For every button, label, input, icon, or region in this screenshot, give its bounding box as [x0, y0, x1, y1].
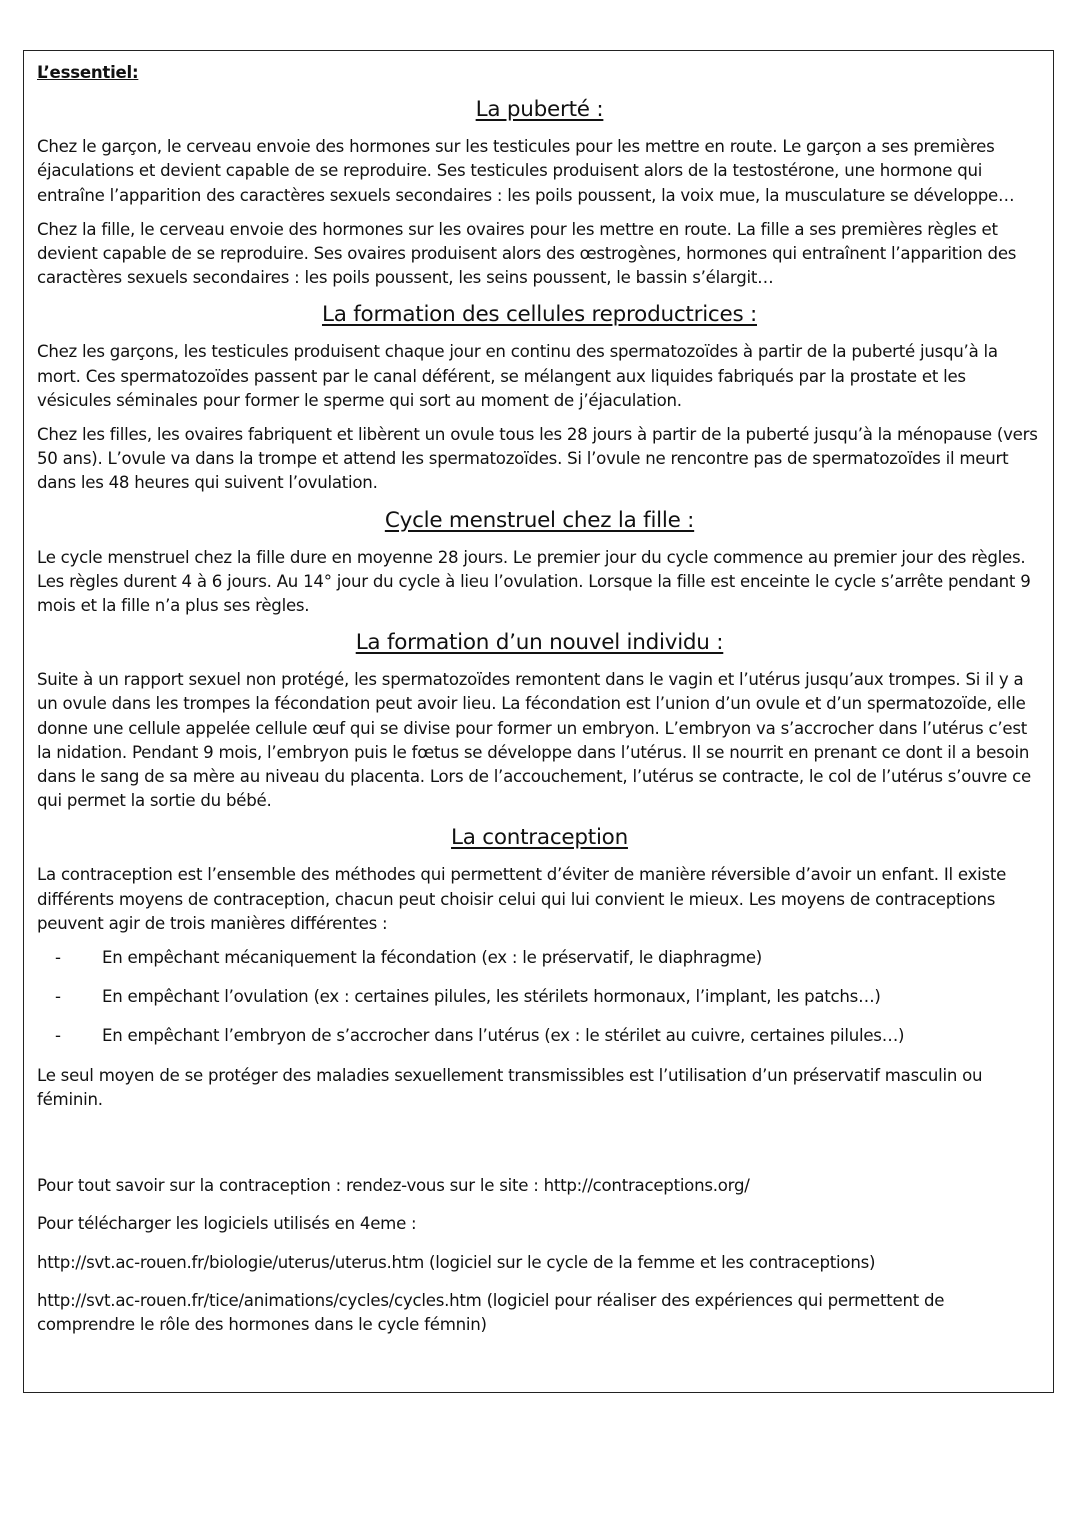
paragraph-cellules-garcons: Chez les garçons, les testicules produisent chaque jour en continu des spermatozoïdes à partir de la puberté jusqu’à la mort. Ces spermatozoïdes passent par le canal déférent, se mélangent aux liquides fabriqués par la prostate et les vésicules séminales pour former le sperme qui sort au moment de j’éjaculation. [37, 342, 998, 410]
spacer [37, 1122, 1042, 1174]
bullet-dash: - [55, 948, 61, 968]
list-item [37, 985, 1042, 1009]
cycles-software-link[interactable]: http://svt.ac-rouen.fr/tice/animations/cycles/cycles.htm (logiciel pour réaliser des expériences qui permettent de comprendre le rôle des hormones dans le cycle fémnin) [37, 1290, 945, 1334]
heading-puberte: La puberté : [475, 97, 604, 123]
paragraph-nouvel-individu: Suite à un rapport sexuel non protégé, les spermatozoïdes remontent dans le vagin et l’utérus jusqu’aux trompes. Si il y a un ovule dans les trompes la fécondation peut avoir lieu. La fécondation est l’union d’un ovule et d’un spermatozoïde, elle donne une cellule appelée cellule œuf qui se divise pour former un embryon. L’embryon va s’accrocher dans l’utérus c’est la nidation. Pendant 9 mois, l’embryon puis le fœtus se développe dans l’utérus. Il se nourrit en prenant ce dont il a besoin dans le sang de sa mère au niveau du placenta. Lors de l’accouchement, l’utérus se contracte, le col de l’utérus s’ouvre ce qui permet la sortie du bébé. [37, 670, 1031, 811]
paragraph-contraception-intro: La contraception est l’ensemble des méthodes qui permettent d’éviter de manière réversible d’avoir un enfant. Il existe différents moyens de contraception, chacun peut choisir celui qui lui convient le mieux. Les moyens de contraceptions peuvent agir de trois manières différentes : [37, 865, 1007, 933]
software-intro-line: Pour télécharger les logiciels utilisés en 4eme : [37, 1214, 417, 1234]
paragraph-cycle-menstruel: Le cycle menstruel chez la fille dure en moyenne 28 jours. Le premier jour du cycle commence au premier jour des règles. Les règles durent 4 à 6 jours. Au 14° jour du cycle à lieu l’ovulation. Lorsque la fille est enceinte le cycle s’arrête pendant 9 mois et la fille n’a plus ses règles. [37, 547, 1031, 616]
paragraph-puberte-garcon: Chez le garçon, le cerveau envoie des hormones sur les testicules pour les mettre en route. Le garçon a ses premières éjaculations et devient capable de se reproduire. Ses testicules produisent alors de la testostérone, une hormone qui entraîne l’apparition des caractères sexuels secondaires : les poils poussent, la voix mue, la musculature se développe… [37, 137, 1015, 205]
heading-cellules-reproductrices: La formation des cellules reproductrices : [321, 302, 757, 328]
method-text: En empêchant l’embryon de s’accrocher dans l’utérus (ex : le stérilet au cuivre, certaines pilules…) [102, 1026, 905, 1046]
heading-contraception: La contraception [451, 825, 628, 851]
list-item [37, 946, 1042, 970]
uterus-software-link[interactable]: http://svt.ac-rouen.fr/biologie/uterus/uterus.htm (logiciel sur le cycle de la femme et les contraceptions) [37, 1252, 876, 1272]
contraception-site-line[interactable]: Pour tout savoir sur la contraception : rendez-vous sur le site : http://contraceptions.org/ [37, 1176, 750, 1196]
bullet-dash: - [55, 1026, 61, 1046]
essentiel-label: L’essentiel: [37, 63, 139, 82]
bullet-dash: - [55, 987, 61, 1007]
method-text: En empêchant mécaniquement la fécondation (ex : le préservatif, le diaphragme) [102, 948, 763, 968]
contraception-methods-list [37, 946, 1042, 1049]
paragraph-protection-mst: Le seul moyen de se protéger des maladies sexuellement transmissibles est l’utilisation d’un préservatif masculin ou féminin. [37, 1065, 983, 1109]
paragraph-cellules-filles: Chez les filles, les ovaires fabriquent et libèrent un ovule tous les 28 jours à partir de la puberté jusqu’à la ménopause (vers 50 ans). L’ovule va dans la trompe et attend les spermatozoïdes. Si l’ovule ne rencontre pas de spermatozoïdes il meurt dans les 48 heures qui suivent l’ovulation. [37, 425, 1038, 493]
document-frame [23, 50, 1054, 1393]
paragraph-puberte-fille: Chez la fille, le cerveau envoie des hormones sur les ovaires pour les mettre en route. La fille a ses premières règles et devient capable de se reproduire. Ses ovaires produisent alors des œstrogènes, hormones qui entraînent l’apparition des caractères sexuels secondaires : les poils poussent, les seins poussent, le bassin s’élargit… [37, 219, 1017, 288]
document-content [37, 61, 1042, 1351]
heading-nouvel-individu: La formation d’un nouvel individu : [355, 630, 724, 656]
list-item [37, 1024, 1042, 1048]
heading-cycle-menstruel: Cycle menstruel chez la fille : [384, 507, 695, 533]
method-text: En empêchant l’ovulation (ex : certaines pilules, les stérilets hormonaux, l’implant, les patchs…) [102, 987, 881, 1007]
